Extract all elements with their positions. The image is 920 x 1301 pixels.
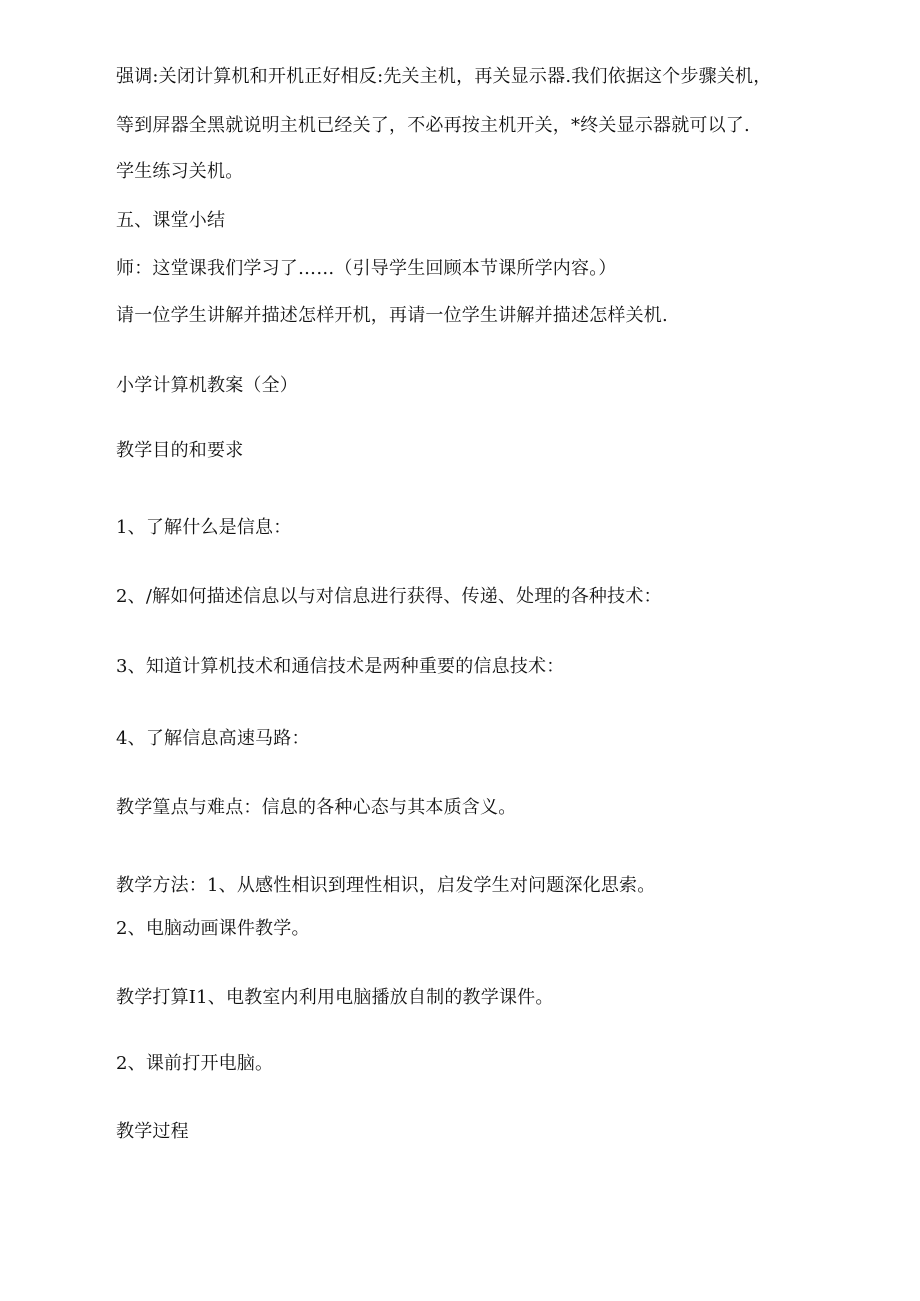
- list-item: 1、了解什么是信息：: [116, 517, 292, 538]
- paragraph-line: 2、电脑动画课件教学。: [116, 918, 310, 939]
- section-heading: 五、课堂小结: [116, 210, 226, 231]
- paragraph-line: 学生练习关机。: [116, 161, 244, 182]
- section-heading: 教学目的和要求: [116, 440, 244, 461]
- paragraph-line: 等到屏器全黑就说明主机已经关了，不必再按主机开关，*终关显示器就可以了.: [116, 115, 750, 136]
- section-heading: 教学过程: [116, 1121, 189, 1142]
- document-title: 小学计算机教案（全）: [116, 375, 298, 396]
- paragraph-line: 请一位学生讲解并描述怎样开机，再请一位学生讲解并描述怎样关机.: [116, 305, 668, 326]
- paragraph-line: 教学打算I1、电教室内利用电脑播放自制的教学课件。: [116, 987, 554, 1008]
- list-item: 3、知道计算机技术和通信技术是两种重要的信息技术：: [116, 656, 565, 677]
- list-item: 4、了解信息高速马路：: [116, 728, 310, 749]
- paragraph-line: 教学方法：1、从感性相识到理性相识，启发学生对问题深化思索。: [116, 875, 656, 896]
- paragraph-line: 教学篁点与难点：信息的各种心态与其本质含义。: [116, 797, 517, 818]
- list-item: 2、/解如何描述信息以与对信息进行获得、传递、处理的各种技术：: [116, 586, 662, 607]
- paragraph-line: 2、课前打开电脑。: [116, 1053, 274, 1074]
- paragraph-line: 强调:关闭计算机和开机正好相反:先关主机，再关显示器.我们依据这个步骤关机，: [116, 66, 772, 87]
- paragraph-line: 师：这堂课我们学习了……（引导学生回顾本节课所学内容。）: [116, 258, 617, 279]
